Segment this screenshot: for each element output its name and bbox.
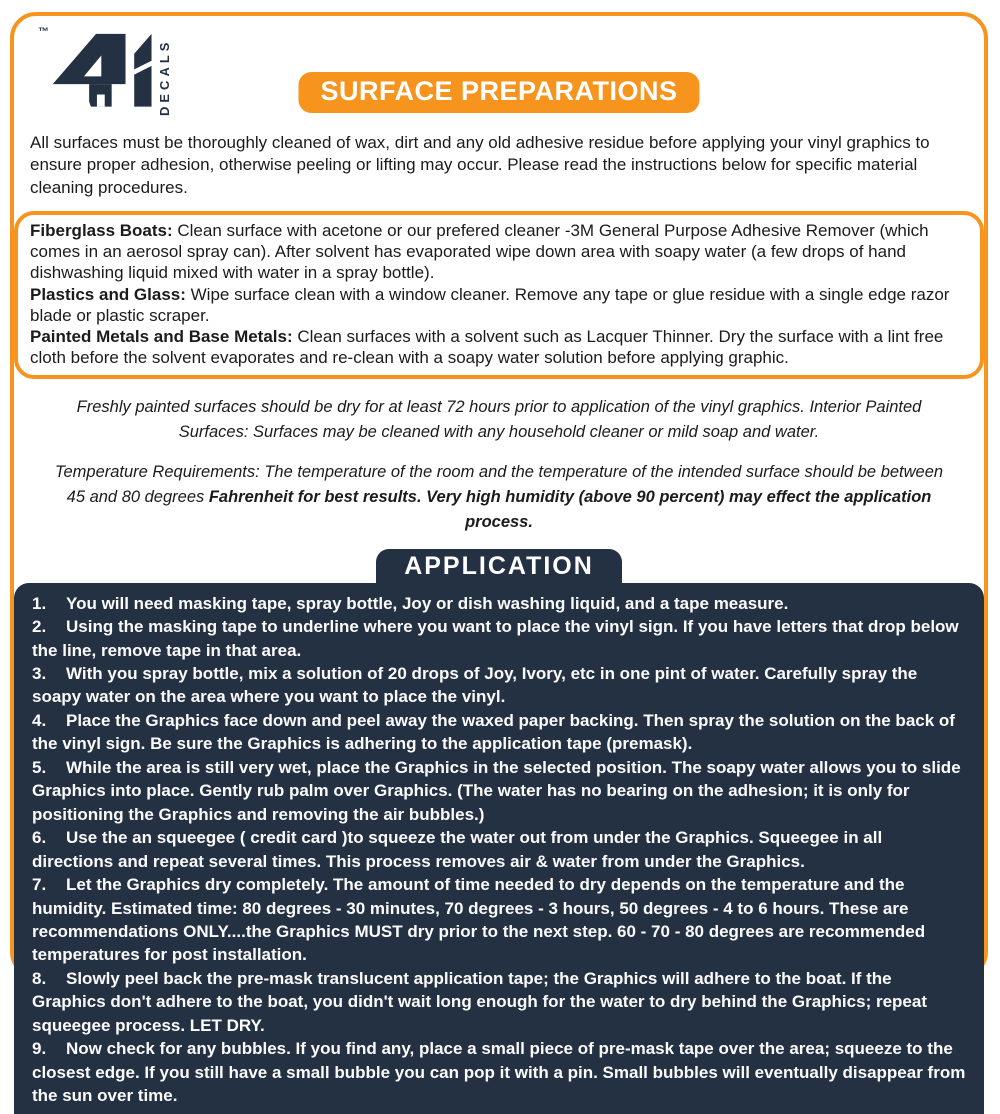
- material-label: Painted Metals and Base Metals:: [30, 326, 293, 346]
- application-step: [32, 615, 966, 662]
- step-number: 4.: [32, 710, 47, 730]
- application-step: [32, 873, 966, 967]
- application-step: [32, 967, 966, 1037]
- application-step: [32, 826, 966, 873]
- material-item-painted-metals: [30, 326, 968, 368]
- step-text: You will need masking tape, spray bottle, Joy or dish washing liquid, and a tape measure.: [66, 593, 789, 613]
- intro-paragraph: All surfaces must be thoroughly cleaned of wax, dirt and any old adhesive residue before applying your vinyl graphics to ensure proper adhesion, otherwise peeling or lifting may occur. Please read the instructions below for specific material cleaning procedures.: [30, 133, 930, 197]
- brand-logo: [38, 24, 171, 120]
- header: [14, 16, 984, 128]
- application-step: [32, 1037, 966, 1107]
- surface-preparations-title: SURFACE PREPARATIONS: [298, 72, 699, 113]
- material-label: Fiberglass Boats:: [30, 221, 173, 241]
- step-number: 8.: [32, 968, 47, 988]
- application-step: [32, 709, 966, 756]
- page-frame: [10, 12, 988, 1106]
- step-number: 5.: [32, 757, 47, 777]
- step-text: Place the Graphics face down and peel away the waxed paper backing. Then spray the solution on the back of the vinyl sign. Be sure the Graphics is adhering to the application tape (premask).: [32, 710, 955, 754]
- material-label: Plastics and Glass:: [30, 284, 186, 304]
- application-step: [32, 662, 966, 709]
- step-text: Let the Graphics dry completely. The amount of time needed to dry depends on the temperature and the humidity. Estimated time: 80 degrees - 30 minutes, 70 degrees - 3 hours, 50 degrees - 4 to 6 hours. These are recommendations ONLY....the Graphics MUST dry prior to the next step. 60 - 70 - 80 degrees are recommended temperatures for post installation.: [32, 875, 926, 965]
- note-text: Freshly painted surfaces should be dry for at least 72 hours prior to application of the vinyl graphics. Interior Painted Surfaces: Surfaces may be cleaned with any household cleaner or mild soap and water.: [76, 397, 922, 441]
- step-text: Now check for any bubbles. If you find any, place a small piece of pre-mask tape over the area; squeeze to the closest edge. If you still have a small bubble you can pop it with a pin. Small bubbles will eventually disappear from the sun over time.: [32, 1039, 966, 1106]
- step-text: Slowly peel back the pre-mask translucent application tape; the Graphics will adhere to the boat. If the Graphics don't adhere to the boat, you didn't wait long enough for the water to dry behind the Graphics; repeat squeegee process. LET DRY.: [32, 968, 927, 1035]
- note-bold-text: Fahrenheit for best results. Very high humidity (above 90 percent) may effect the application process.: [208, 488, 932, 531]
- materials-instructions-box: [14, 211, 984, 379]
- note-text: Temperature Requirements: The temperature of the room and the temperature of the intended surface should be between 45 and 80 degrees: [54, 463, 944, 507]
- step-number: 2.: [32, 617, 47, 637]
- material-item-fiberglass: [30, 220, 968, 283]
- step-number: 9.: [32, 1039, 47, 1059]
- step-number: 6.: [32, 828, 47, 848]
- step-number: 3.: [32, 663, 47, 683]
- step-text: With you spray bottle, mix a solution of 20 drops of Joy, Ivory, etc in one pint of water. Carefully spray the soapy water on the area where you want to place the vinyl.: [32, 663, 918, 707]
- step-text: Using the masking tape to underline where you want to place the vinyl sign. If you have letters that drop below the line, remove tape in that area.: [32, 617, 959, 660]
- step-number: 7.: [32, 875, 47, 895]
- material-text: Clean surfaces with a solvent such as Lacquer Thinner. Dry the surface with a lint free cloth before the solvent evaporates and re-clean with a soapy water solution before applying graphic.: [30, 326, 944, 367]
- step-text: Use the an squeegee ( credit card )to squeeze the water out from under the Graphics. Squeegee in all directions and repeat several times. This process removes air & water from under the Graphics.: [32, 828, 883, 871]
- material-item-plastics-glass: [30, 284, 968, 326]
- step-text: While the area is still very wet, place the Graphics in the selected position. The soapy water allows you to slide Graphics into place. Gently rub palm over Graphics. (The water has no bearing on the adhesion; it is only for positioning the Graphics and removing the air bubbles.): [32, 757, 961, 824]
- application-title: APPLICATION: [376, 549, 622, 583]
- logo-decals-text: DECALS: [157, 38, 172, 116]
- application-step: [32, 592, 966, 615]
- note-temperature-requirements: [44, 460, 954, 534]
- application-step: [32, 756, 966, 826]
- application-steps-box: [14, 583, 984, 1114]
- material-text: Wipe surface clean with a window cleaner. Remove any tape or glue residue with a single edge razor blade or plastic scraper.: [30, 284, 950, 325]
- logo-41-mark: [51, 24, 155, 120]
- note-painted-surfaces: [44, 395, 954, 445]
- trademark-symbol: ™: [38, 26, 49, 38]
- material-text: Clean surface with acetone or our prefered cleaner -3M General Purpose Adhesive Remover (which comes in an aerosol spray can). After solvent has evaporated wipe down area with soapy water (a few drops of hand dishwashing liquid mixed with water in a spray bottle).: [30, 221, 929, 283]
- step-number: 1.: [32, 593, 47, 613]
